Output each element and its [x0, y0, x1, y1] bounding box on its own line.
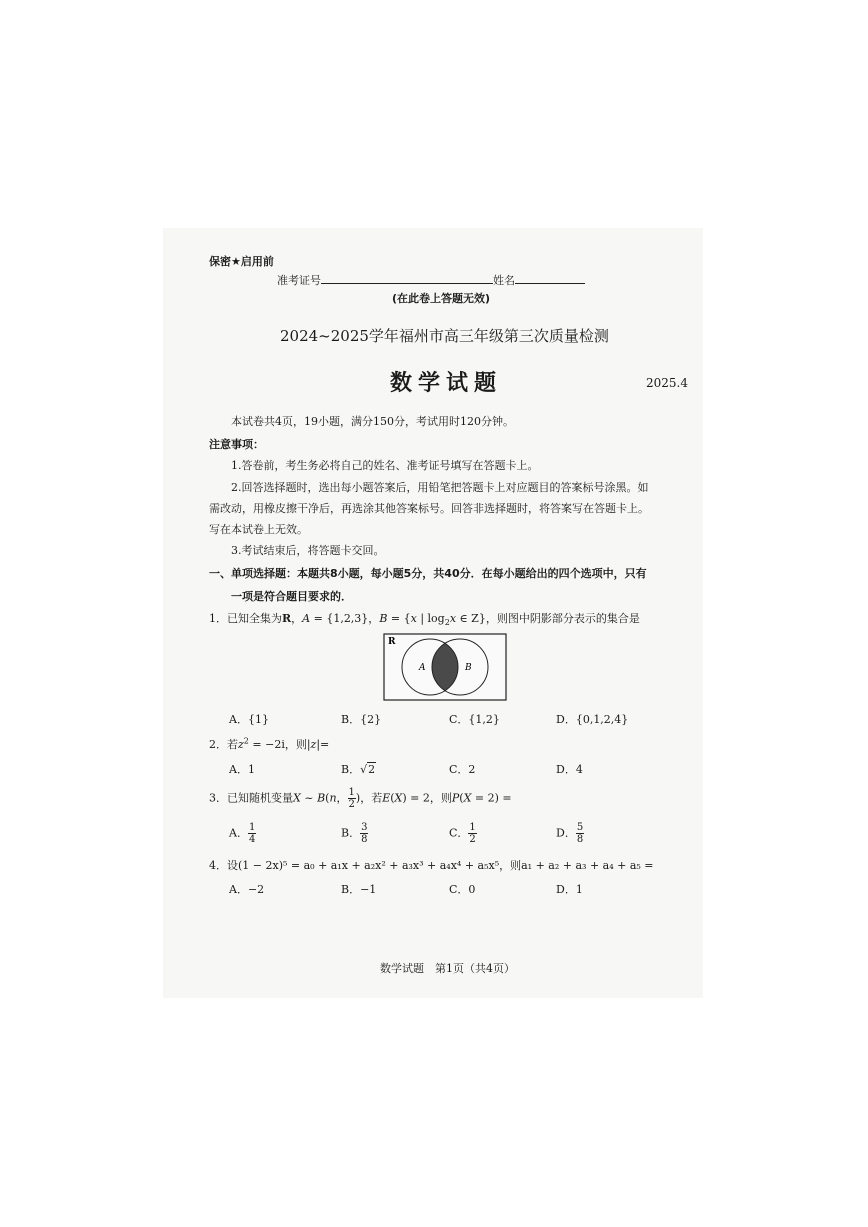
venn-label-a: A — [419, 663, 426, 673]
intro-text: 本试卷共4页，19小题，满分150分，考试用时120分钟。 — [231, 415, 514, 428]
q2-option-a: A．1 — [229, 763, 255, 776]
page-footer: 数学试题 第1页（共4页） — [380, 962, 515, 975]
option-letter: B． — [341, 826, 361, 840]
fraction-denominator: 2 — [348, 799, 355, 810]
paren: ( — [325, 791, 330, 805]
q2-option-b: B．√2 — [341, 763, 376, 776]
question-2-text-c: |= — [316, 738, 330, 751]
section-heading-line-1: 一、单项选择题：本题共8小题，每小题5分，共40分．在每小题给出的四个选项中，只有 — [209, 567, 647, 580]
option-fraction — [468, 822, 476, 845]
q3-option-c — [449, 822, 477, 845]
question-3-text-g: = 2) = — [471, 791, 512, 805]
section-heading-line-2: 一项是符合题目要求的． — [231, 590, 352, 603]
binomial-symbol: B — [317, 791, 326, 805]
exam-id-blank — [321, 273, 493, 284]
q4-option-b: B．−1 — [341, 883, 377, 896]
venn-label-b: B — [465, 663, 472, 673]
q1-option-d: D．{0,1,2,4} — [556, 713, 629, 726]
var-x: X — [293, 791, 301, 805]
q3-option-a — [229, 822, 256, 845]
q2-option-c: C．2 — [449, 763, 476, 776]
q3-option-d — [556, 822, 584, 845]
paren: ( — [390, 791, 395, 805]
comma: ， — [336, 791, 348, 805]
question-3-text-e: ) = 2，则 — [402, 791, 452, 805]
notice-item-2-line-1: 2.回答选择题时，选出每小题答案后，用铅笔把答题卡上对应题目的答案标号涂黑。如 — [231, 481, 649, 494]
var-z: z — [238, 738, 244, 751]
venn-universe-label: R — [388, 637, 396, 647]
option-letter: A． — [229, 826, 248, 840]
exam-id-field — [277, 272, 585, 288]
question-1-sep: ， — [291, 612, 303, 625]
question-3-text-c: ，若 — [360, 791, 383, 805]
universe-symbol: R — [282, 612, 292, 625]
question-1-number: 1． — [209, 612, 227, 625]
q1-option-a: A．{1} — [229, 713, 269, 726]
fraction-denominator: 8 — [576, 834, 584, 845]
fraction-numerator: 1 — [248, 822, 256, 833]
var-z: z — [310, 738, 317, 751]
invalid-note: (在此卷上答题无效) — [392, 292, 491, 305]
question-2-text-b: = −2i，则| — [248, 738, 311, 751]
option-fraction — [576, 822, 584, 845]
option-letter: C． — [449, 826, 469, 840]
question-3-number: 3． — [209, 791, 227, 805]
exponent: 2 — [243, 736, 249, 746]
name-label: 姓名 — [493, 274, 515, 287]
question-3-text: 已知随机变量 — [227, 791, 293, 805]
q2-option-d: D．4 — [556, 763, 583, 776]
expectation-symbol: E — [382, 791, 391, 805]
var-x: X — [394, 791, 403, 805]
question-4-text: 设(1 − 2x)⁵ = a₀ + a₁x + a₂x² + a₃x³ + a₄x⁴ + a₅x⁵，则a₁ + a₂ + a₃ + a₄ + a₅ = — [227, 859, 654, 872]
q4-option-d: D．1 — [556, 883, 583, 896]
notice-item-3: 3.考试结束后，将答题卡交回。 — [231, 544, 385, 557]
set-b-log: | log — [416, 612, 445, 625]
fraction-numerator: 5 — [576, 822, 584, 833]
fraction-denominator: 2 — [469, 834, 476, 845]
q3-option-b — [341, 822, 368, 845]
name-blank — [515, 273, 585, 284]
question-2-text: 若 — [227, 738, 238, 751]
question-2 — [209, 736, 329, 752]
question-1-text: 已知全集为 — [227, 612, 282, 625]
venn-diagram — [383, 633, 507, 701]
question-4-number: 4． — [209, 859, 227, 872]
notice-item-1: 1.答卷前，考生务必将自己的姓名、准考证号填写在答题卡上。 — [231, 459, 539, 472]
q2-option-b-letter: B． — [341, 763, 361, 776]
set-b-symbol: B — [379, 612, 388, 625]
q1-option-b: B．{2} — [341, 713, 382, 726]
notice-heading: 注意事项： — [209, 438, 264, 451]
question-1 — [209, 610, 640, 627]
q1-option-c: C．{1,2} — [449, 713, 500, 726]
q4-option-c: C．0 — [449, 883, 476, 896]
set-b-open: = { — [387, 612, 411, 625]
exam-date: 2025.4 — [646, 376, 688, 390]
exam-title: 2024~2025学年福州市高三年级第三次质量检测 — [280, 327, 609, 345]
var-x: x — [449, 612, 457, 625]
probability-symbol: P — [451, 791, 460, 805]
set-b-close: ∈ Z}，则图中阴影部分表示的集合是 — [456, 612, 640, 625]
set-a-definition: = {1,2,3}， — [310, 612, 380, 625]
confidential-label: 保密★启用前 — [209, 255, 274, 268]
var-x: X — [463, 791, 472, 805]
question-4 — [209, 857, 654, 873]
question-2-number: 2． — [209, 738, 227, 751]
log-base: 2 — [444, 618, 450, 628]
q4-option-a: A．−2 — [229, 883, 265, 896]
fraction-half — [348, 787, 356, 810]
paren: ( — [459, 791, 464, 805]
var-n: n — [329, 791, 337, 805]
var-x: x — [410, 612, 417, 625]
option-letter: D． — [556, 826, 576, 840]
fraction-numerator: 3 — [361, 822, 368, 833]
notice-item-2-line-2: 需改动，用橡皮擦干净后，再选涂其他答案标号。回答非选择题时，将答案写在答题卡上。 — [209, 502, 649, 515]
exam-id-label: 准考证号 — [277, 274, 321, 287]
fraction-denominator: 4 — [248, 834, 256, 845]
option-fraction — [248, 822, 256, 845]
fraction-numerator: 1 — [348, 787, 355, 798]
tilde: ~ — [300, 791, 318, 805]
paren: ) — [355, 791, 361, 805]
notice-item-2-line-3: 写在本试卷上无效。 — [209, 523, 308, 536]
fraction-numerator: 1 — [469, 822, 476, 833]
fraction-denominator: 8 — [361, 834, 368, 845]
question-3 — [209, 787, 512, 810]
sqrt-value: 2 — [368, 763, 376, 776]
option-fraction — [360, 822, 368, 845]
subject-title: 数学试题 — [390, 371, 503, 396]
set-a-symbol: A — [302, 612, 311, 625]
